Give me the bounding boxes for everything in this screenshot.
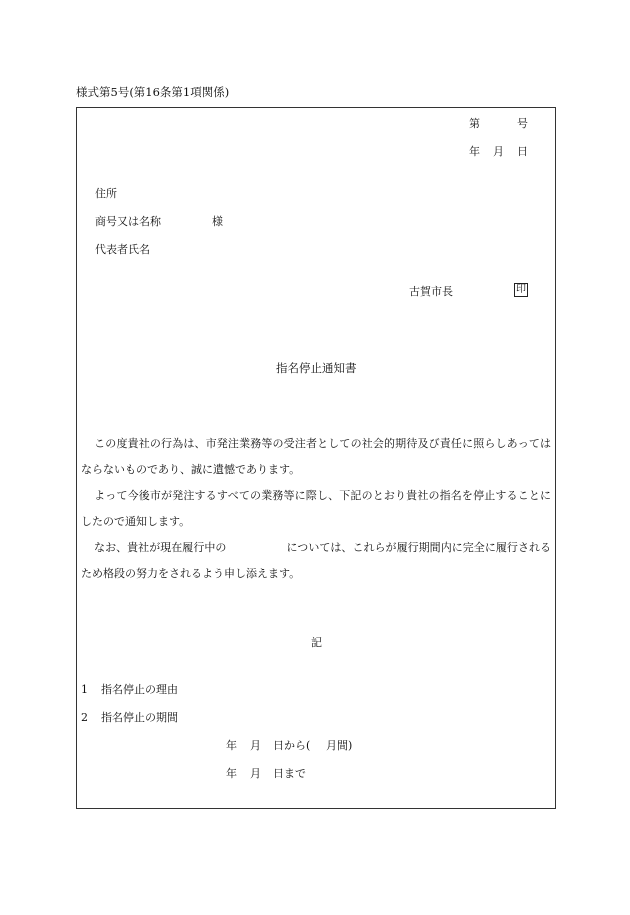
doc-number-suffix: 号 — [517, 117, 528, 130]
date-year: 年 — [469, 145, 480, 158]
representative-label: 代表者氏名 — [95, 243, 150, 256]
item-1-label: 指名停止の理由 — [101, 683, 178, 696]
period-to-day: 日まで — [273, 767, 306, 780]
date-day: 日 — [517, 145, 528, 158]
item-2-number: 2 — [81, 711, 88, 724]
document-title: 指名停止通知書 — [276, 361, 357, 375]
date-month: 月 — [493, 145, 504, 158]
item-2-label: 指名停止の期間 — [101, 711, 178, 724]
form-number-label: 様式第5号(第16条第1項関係) — [76, 85, 230, 99]
company-name-label: 商号又は名称 — [95, 215, 161, 228]
period-months: 月間) — [326, 739, 353, 752]
period-from-month: 月 — [250, 739, 261, 752]
body-paragraph-2: よって今後市が発注するすべての業務等に際し、下記のとおり貴社の指名を停止することにしたので通知します。 — [81, 489, 551, 528]
period-to-year: 年 — [226, 767, 237, 780]
address-label: 住所 — [95, 187, 117, 200]
seal-mark: 印 — [516, 284, 526, 295]
period-from-day: 日から( — [273, 739, 311, 752]
body-paragraph-3-end: については、これらが履行期間内に完全に履行されるため格段の努力をされるよう申し添えます。 — [81, 541, 552, 580]
period-from-year: 年 — [226, 739, 237, 752]
sender-title: 古賀市長 — [409, 285, 453, 298]
body-paragraph-3 — [81, 535, 551, 587]
body-paragraph-3-start: なお、貴社が現在履行中の — [94, 541, 227, 554]
honorific-sama: 様 — [212, 215, 223, 228]
doc-number-prefix: 第 — [469, 117, 480, 130]
ki-heading: 記 — [311, 636, 322, 649]
item-1-number: 1 — [81, 683, 88, 696]
body-paragraph-1: この度貴社の行為は、市発注業務等の受注者としての社会的期待及び責任に照らしあってはならないものであり、誠に遺憾であります。 — [81, 437, 551, 476]
period-to-month: 月 — [250, 767, 261, 780]
